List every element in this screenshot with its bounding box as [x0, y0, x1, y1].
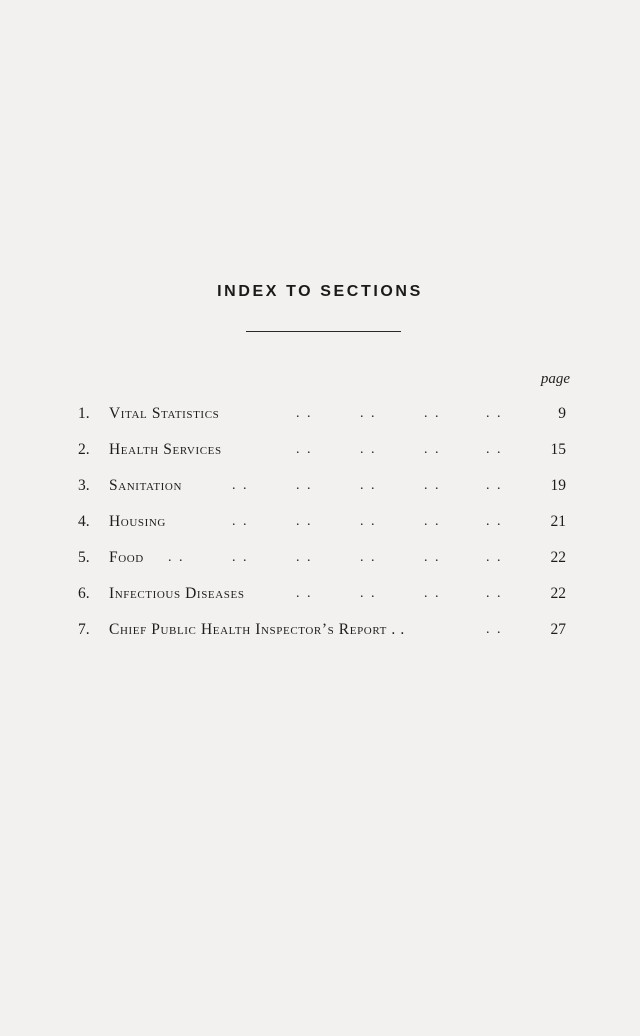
section-title: Infectious Diseases: [109, 585, 245, 602]
section-number: 1.: [78, 405, 90, 422]
leader-dots: . .: [296, 442, 313, 457]
section-page: 22: [550, 585, 566, 602]
leader-dots: . .: [232, 550, 249, 565]
leader-dots: . .: [360, 478, 377, 493]
section-title: Food: [109, 549, 144, 566]
leader-dots: . .: [360, 514, 377, 529]
section-number: 7.: [78, 621, 90, 638]
leader-dots: . .: [296, 550, 313, 565]
leader-dots: . .: [360, 406, 377, 421]
leader-dots: . .: [232, 514, 249, 529]
section-title: Health Services: [109, 441, 222, 458]
leader-dots: . .: [424, 442, 441, 457]
toc-row: [0, 582, 640, 606]
toc-row: [0, 474, 640, 498]
leader-dots: . .: [296, 514, 313, 529]
toc-row: [0, 510, 640, 534]
leader-dots: . .: [168, 550, 185, 565]
section-page: 19: [550, 477, 566, 494]
leader-dots: . .: [360, 586, 377, 601]
leader-dots: . .: [232, 478, 249, 493]
section-page: 22: [550, 549, 566, 566]
leader-dots: . .: [486, 514, 503, 529]
toc-row: [0, 546, 640, 570]
leader-dots: . .: [424, 514, 441, 529]
leader-dots: . .: [360, 550, 377, 565]
page-heading: INDEX TO SECTIONS: [217, 283, 423, 300]
page-column-label: page: [540, 371, 570, 387]
leader-dots: . .: [296, 406, 313, 421]
section-number: 6.: [78, 585, 90, 602]
leader-dots: . .: [486, 586, 503, 601]
leader-dots: . .: [360, 442, 377, 457]
leader-dots: . .: [486, 550, 503, 565]
section-page: 27: [550, 621, 566, 638]
leader-dots: . .: [486, 406, 503, 421]
section-number: 2.: [78, 441, 90, 458]
section-number: 5.: [78, 549, 90, 566]
section-title: Housing: [109, 513, 166, 530]
section-number: 3.: [78, 477, 90, 494]
leader-dots: . .: [486, 442, 503, 457]
heading-rule: [246, 331, 401, 332]
leader-dots: . .: [424, 478, 441, 493]
section-page: 15: [550, 441, 566, 458]
section-title: Chief Public Health Inspector’s Report . .: [109, 621, 405, 638]
leader-dots: . .: [486, 622, 503, 637]
toc-row: [0, 402, 640, 426]
leader-dots: . .: [424, 550, 441, 565]
toc-row: [0, 618, 640, 642]
section-number: 4.: [78, 513, 90, 530]
leader-dots: . .: [424, 406, 441, 421]
toc-row: [0, 438, 640, 462]
leader-dots: . .: [296, 478, 313, 493]
leader-dots: . .: [424, 586, 441, 601]
section-title: Sanitation: [109, 477, 183, 494]
section-page: 21: [550, 513, 566, 530]
leader-dots: . .: [296, 586, 313, 601]
leader-dots: . .: [486, 478, 503, 493]
section-title: Vital Statistics: [109, 405, 220, 422]
section-page: 9: [558, 405, 566, 422]
